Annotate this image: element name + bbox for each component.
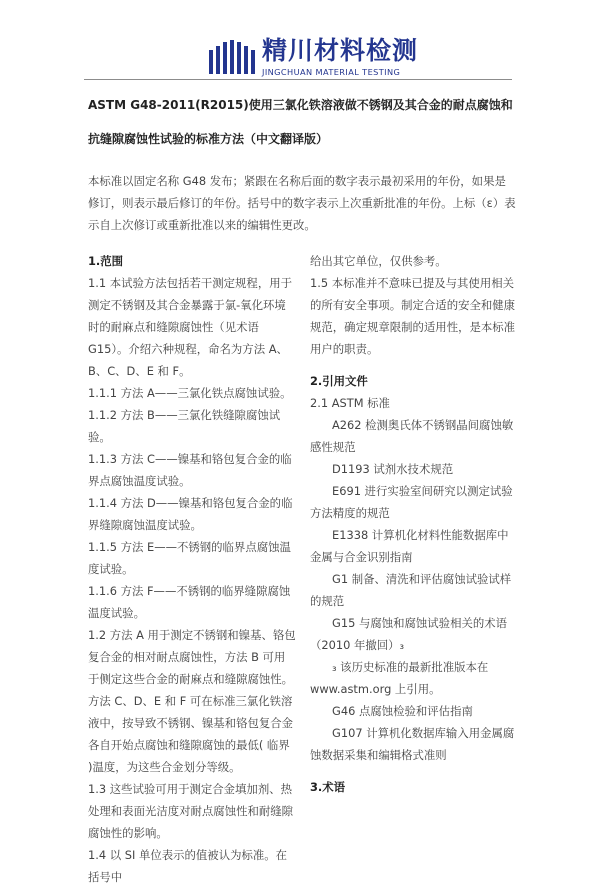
document-title: ASTM G48-2011(R2015)使用三氯化铁溶液做不锈钢及其合金的耐点腐蚀和抗缝隙腐蚀性试验的标准方法（中文翻译版） bbox=[88, 98, 513, 146]
reference-g1: G1 制备、清洗和评估腐蚀试验试样的规范 bbox=[310, 572, 512, 608]
building-logo-icon bbox=[207, 40, 257, 75]
right-column bbox=[310, 250, 516, 798]
paragraph-1-1-6: 1.1.6 方法 F——不锈钢的临界缝隙腐蚀温度试验。 bbox=[88, 584, 291, 620]
reference-e1338: E1338 计算机化材料性能数据库中金属与合金识别指南 bbox=[310, 528, 509, 564]
paragraph-1-2: 1.2 方法 A 用于测定不锈钢和镍基、铬包复合金的相对耐点腐蚀性，方法 B 可用于侧定这些合金的耐麻点和缝隙腐蚀性。方法 C、D、E 和 F 可在标准三氯化铁溶液中，按导致不锈钢、镍基和铬包复合金各自开始点腐蚀和缝隙腐蚀的最低( 临界 )温度，为这些合金划分等级。 bbox=[88, 628, 296, 774]
paragraph-1-1-3: 1.1.3 方法 C——镍基和铬包复合金的临界点腐蚀温度试验。 bbox=[88, 452, 292, 488]
paragraph-2-1: 2.1 ASTM 标准 bbox=[310, 396, 390, 410]
paragraph-1-5: 1.5 本标准并不意味已提及与其使用相关的所有安全事项。制定合适的安全和健康规范，确定规章限制的适用性，是本标准用户的职责。 bbox=[310, 276, 516, 356]
header-divider bbox=[84, 79, 512, 80]
paragraph-1-1-2: 1.1.2 方法 B——三氯化铁缝隙腐蚀试验。 bbox=[88, 408, 281, 444]
logo-english-name: JINGCHUAN MATERIAL TESTING bbox=[262, 67, 401, 77]
paragraph-1-1-5: 1.1.5 方法 E——不锈钢的临界点腐蚀温度试验。 bbox=[88, 540, 291, 576]
left-column bbox=[88, 250, 296, 888]
reference-d1193: D1193 试剂水技术规范 bbox=[332, 462, 454, 476]
reference-g46: G46 点腐蚀检验和评估指南 bbox=[332, 704, 473, 718]
footnote-3: ₃ 该历史标准的最新批准版本在 www.astm.org 上引用。 bbox=[310, 660, 489, 696]
section-heading-scope: 1.范围 bbox=[88, 254, 124, 268]
paragraph-1-1: 1.1 本试验方法包括若干测定规程，用于测定不锈钢及其合金暴露于氯-氧化环境时的耐麻点和缝隙腐蚀性（见术语 G15）。介绍六种规程，命名为方法 A、B、C、D、E 和 F。 bbox=[88, 276, 292, 378]
page-header bbox=[0, 0, 600, 85]
paragraph-1-1-1: 1.1.1 方法 A——三氯化铁点腐蚀试验。 bbox=[88, 386, 292, 400]
section-heading-terminology: 3.术语 bbox=[310, 780, 346, 794]
paragraph-1-4-continued: 给出其它单位，仅供参考。 bbox=[310, 254, 447, 268]
reference-a262: A262 检测奥氏体不锈钢晶间腐蚀敏感性规范 bbox=[310, 418, 514, 454]
paragraph-1-1-4: 1.1.4 方法 D——镍基和铬包复合金的临界缝隙腐蚀温度试验。 bbox=[88, 496, 293, 532]
paragraph-1-4: 1.4 以 SI 单位表示的值被认为标准。在括号中 bbox=[88, 848, 288, 884]
reference-g15: G15 与腐蚀和腐蚀试验相关的术语（2010 年撤回）₃ bbox=[310, 616, 508, 652]
section-heading-references: 2.引用文件 bbox=[310, 374, 368, 388]
paragraph-1-3: 1.3 这些试验可用于测定合金填加剂、热处理和表面光洁度对耐点腐蚀性和耐缝隙腐蚀性的影响。 bbox=[88, 782, 294, 840]
reference-e691: E691 进行实验室间研究以测定试验方法精度的规范 bbox=[310, 484, 513, 520]
logo-chinese-name: 精川材料检测 bbox=[262, 36, 419, 65]
intro-paragraph: 本标准以固定名称 G48 发布；紧跟在名称后面的数字表示最初采用的年份，如果是修订，则表示最后修订的年份。括号中的数字表示上次重新批准的年份。上标（ε）表示自上次修订或重新批准以来的编辑性更改。 bbox=[88, 174, 516, 232]
reference-g107: G107 计算机化数据库输入用金属腐蚀数据采集和编辑格式准则 bbox=[310, 726, 515, 762]
